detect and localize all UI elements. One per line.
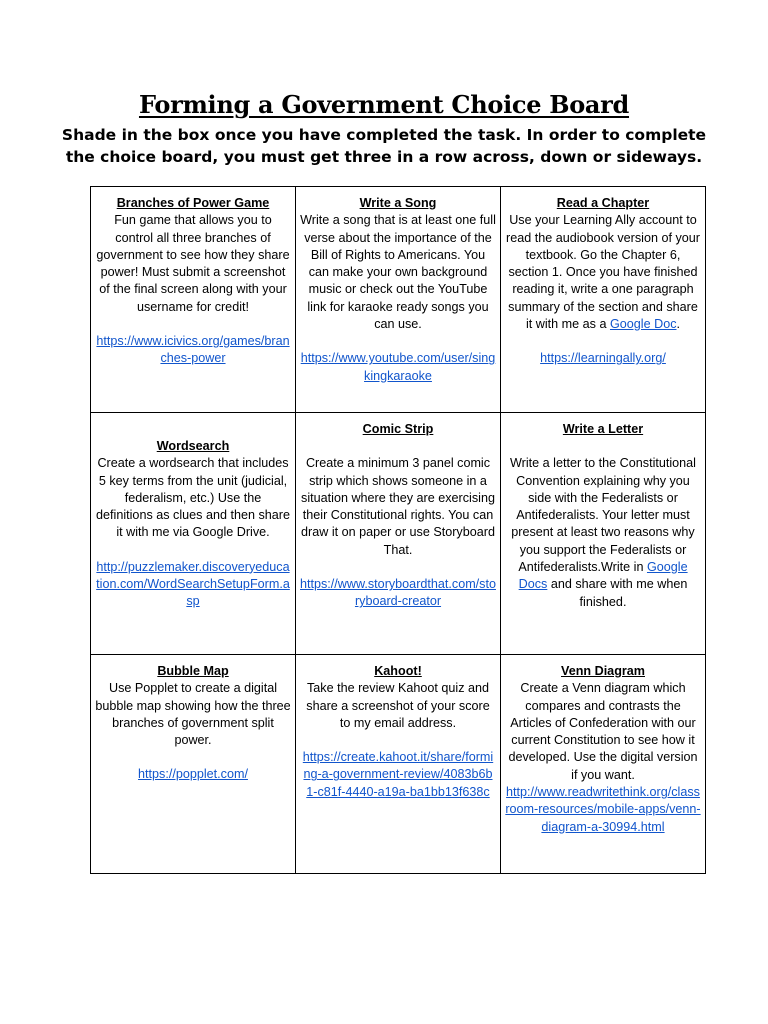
choice-cell-comic-strip[interactable] xyxy=(296,413,501,655)
board-row xyxy=(91,655,706,874)
choice-cell-wordsearch[interactable] xyxy=(91,413,296,655)
choice-cell-venn-diagram[interactable] xyxy=(501,655,706,874)
cell-title: Kahoot! xyxy=(374,664,422,678)
choice-cell-write-a-letter[interactable] xyxy=(501,413,706,655)
cell-title: Write a Song xyxy=(359,196,437,210)
puzzlemaker-link[interactable]: http://puzzlemaker.discoveryeducation.com/WordSearchSetupForm.asp xyxy=(96,559,290,609)
kahoot-link[interactable]: https://create.kahoot.it/share/forming-a-government-review/4083b6b1-c81f-4440-a19a-ba1bb13f638c xyxy=(302,750,494,799)
singking-karaoke-link[interactable]: https://www.youtube.com/user/singkingkaraoke xyxy=(300,351,496,383)
readwritethink-link[interactable]: http://www.readwritethink.org/classroom-resources/mobile-apps/venn-diagram-a-30994.html xyxy=(505,785,701,834)
branches-power-link[interactable]: https://www.icivics.org/games/branches-power xyxy=(96,334,290,366)
cell-description xyxy=(505,212,701,333)
cell-title: Comic Strip xyxy=(362,422,434,436)
cell-description xyxy=(505,455,701,611)
google-doc-link[interactable]: Google Doc xyxy=(609,317,677,332)
google-docs-link[interactable]: Google Docs xyxy=(518,560,688,592)
learningally-link[interactable]: https://learningally.org/ xyxy=(540,351,666,366)
cell-title: Branches of Power Game xyxy=(116,196,270,210)
cell-title: Bubble Map xyxy=(157,664,229,678)
popplet-link[interactable]: https://popplet.com/ xyxy=(138,767,248,782)
storyboardthat-link[interactable]: https://www.storyboardthat.com/storyboard-creator xyxy=(300,577,496,609)
cell-title: Venn Diagram xyxy=(561,664,645,678)
cell-title: Read a Chapter xyxy=(556,196,650,210)
cell-description: Take the review Kahoot quiz and share a screenshot of your score to my email address. xyxy=(306,681,490,730)
description-text: Write a letter to the Constitutional Convention explaining why you side with the Federalists or Antifederalists. Your letter must present at least two reasons why you support the Federalists or Antifederalists.Write in xyxy=(510,456,696,575)
cell-description: Fun game that allows you to control all three branches of government to see how they share power! Must submit a screenshot of the final screen along with your username for credit! xyxy=(96,213,290,314)
choice-cell-read-a-chapter[interactable] xyxy=(501,187,706,413)
description-text: Use your Learning Ally account to read the audiobook version of your textbook. Go the Chapter 6, section 1. Once you have finished reading it, write a one paragraph summary of the section and share it with me as a xyxy=(506,213,700,332)
cell-title: Write a Letter xyxy=(562,422,644,436)
cell-description: Create a minimum 3 panel comic strip which shows someone in a situation where they are exercising their Constitutional rights. You can draw it on paper or use Storyboard That. xyxy=(301,456,495,557)
cell-description: Write a song that is at least one full verse about the importance of the Bill of Rights to Americans. You can make your own background music or check out the YouTube link for karaoke ready songs you can use. xyxy=(300,213,496,332)
choice-cell-bubble-map[interactable] xyxy=(91,655,296,874)
choice-cell-write-a-song[interactable] xyxy=(296,187,501,413)
description-text-end: . xyxy=(676,317,680,332)
instructions-text: Shade in the box once you have completed the task. In order to complete the choice board, you must get three in a row across, down or sideways. xyxy=(61,126,707,166)
board-row xyxy=(91,187,706,413)
board-row xyxy=(91,413,706,655)
cell-title: Wordsearch xyxy=(156,439,230,453)
choice-cell-kahoot[interactable] xyxy=(296,655,501,874)
page-title: Forming a Government Choice Board xyxy=(138,90,630,119)
cell-description: Use Popplet to create a digital bubble map showing how the three branches of government split power. xyxy=(95,681,291,748)
description-text-end: and share with me when finished. xyxy=(547,577,688,609)
choice-cell-branches-of-power-game[interactable] xyxy=(91,187,296,413)
choice-board-grid xyxy=(90,186,706,874)
cell-description: Create a Venn diagram which compares and contrasts the Articles of Confederation with our current Constitution to see how it developed. Use the digital version if you want. xyxy=(508,681,698,782)
cell-description: Create a wordsearch that includes 5 key terms from the unit (judicial, federalism, etc.) Use the definitions as clues and then share it with me via Google Drive. xyxy=(96,456,290,540)
